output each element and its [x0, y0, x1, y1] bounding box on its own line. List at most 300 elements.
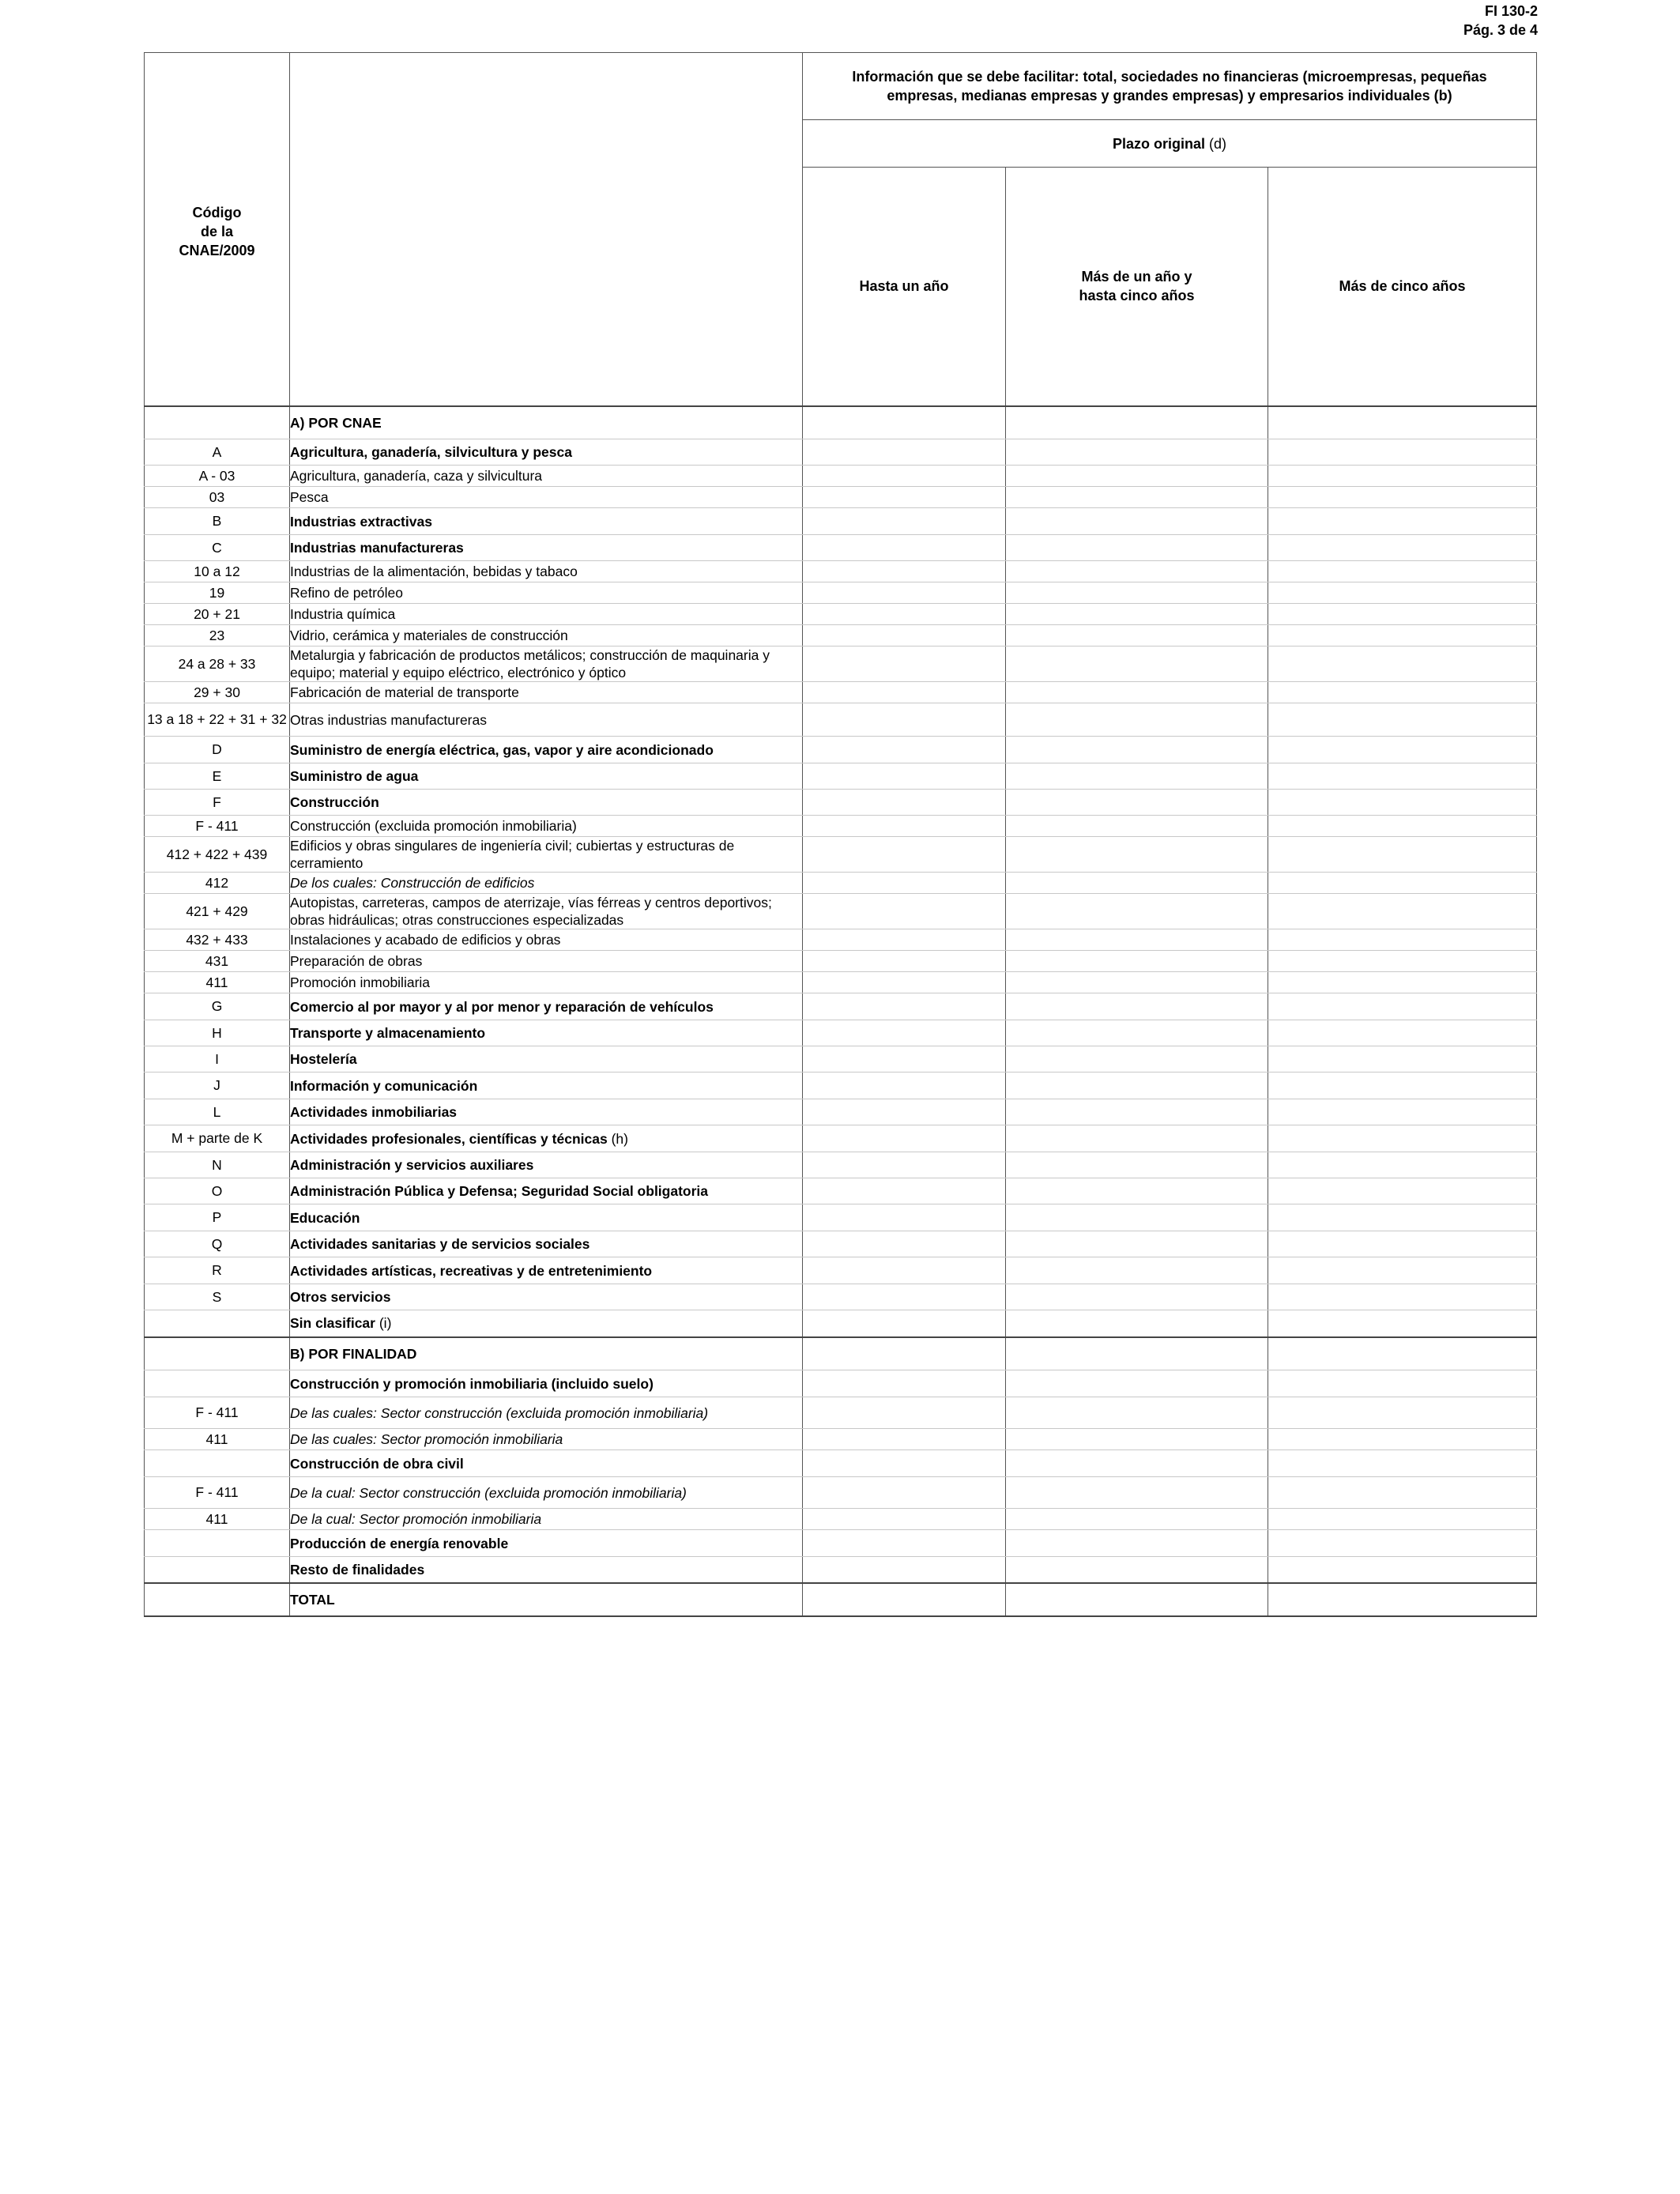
value-cell-term3[interactable]	[1268, 561, 1537, 582]
value-cell-term3[interactable]	[1268, 1337, 1537, 1370]
value-cell-term2[interactable]	[1006, 1557, 1268, 1583]
term3-header	[1268, 168, 1537, 406]
row-label: Sin clasificar	[290, 1315, 375, 1332]
row-code: F - 411	[145, 1397, 290, 1429]
table-row	[145, 1020, 1537, 1046]
value-cell-term3[interactable]	[1268, 1204, 1537, 1231]
row-description	[290, 439, 803, 466]
value-cell-term1[interactable]	[803, 582, 1006, 604]
row-code: A	[145, 439, 290, 466]
value-cell-term1[interactable]	[803, 929, 1006, 951]
value-cell-term3[interactable]	[1268, 487, 1537, 508]
value-cell-term1[interactable]	[803, 1099, 1006, 1125]
row-label: De las cuales: Sector construcción (excluida promoción inmobiliaria)	[290, 1404, 709, 1421]
row-label: Vidrio, cerámica y materiales de construcción	[290, 628, 568, 643]
table-row	[145, 1125, 1537, 1152]
value-cell-term1[interactable]	[803, 466, 1006, 487]
value-cell-term1[interactable]	[803, 837, 1006, 873]
row-description	[290, 951, 803, 972]
row-description	[290, 1046, 803, 1072]
value-cell-term1[interactable]	[803, 1557, 1006, 1583]
value-cell-term3[interactable]	[1268, 406, 1537, 439]
table-row	[145, 929, 1537, 951]
row-code: F	[145, 790, 290, 816]
value-cell-term3[interactable]	[1268, 951, 1537, 972]
value-cell-term1[interactable]	[803, 1178, 1006, 1204]
value-cell-term1[interactable]	[803, 703, 1006, 737]
table-header	[145, 53, 1537, 406]
table-row	[145, 790, 1537, 816]
value-cell-term2[interactable]	[1006, 951, 1268, 972]
value-cell-term1[interactable]	[803, 625, 1006, 647]
value-cell-term3[interactable]	[1268, 1450, 1537, 1477]
value-cell-term3[interactable]	[1268, 466, 1537, 487]
row-description	[290, 535, 803, 561]
value-cell-term3[interactable]	[1268, 1020, 1537, 1046]
value-cell-term1[interactable]	[803, 1477, 1006, 1509]
value-cell-term3[interactable]	[1268, 703, 1537, 737]
value-cell-term2[interactable]	[1006, 508, 1268, 535]
table-row	[145, 703, 1537, 737]
row-label: Comercio al por mayor y al por menor y reparación de vehículos	[290, 998, 714, 1015]
value-cell-term2[interactable]	[1006, 1397, 1268, 1429]
row-label: Autopistas, carreteras, campos de aterrizaje, vías férreas y centros deportivos; obras hidráulicas; otras construcciones especializadas	[290, 895, 772, 928]
row-description	[290, 1450, 803, 1477]
code-column-label: Código de la CNAE/2009	[179, 204, 255, 258]
row-code	[145, 1450, 290, 1477]
value-cell-term2[interactable]	[1006, 487, 1268, 508]
table-row	[145, 1509, 1537, 1530]
value-cell-term1[interactable]	[803, 1020, 1006, 1046]
table-row	[145, 1257, 1537, 1284]
value-cell-term3[interactable]	[1268, 1370, 1537, 1397]
row-description	[290, 582, 803, 604]
value-cell-term2[interactable]	[1006, 1125, 1268, 1152]
value-cell-term2[interactable]	[1006, 1204, 1268, 1231]
value-cell-term3[interactable]	[1268, 972, 1537, 993]
table-row	[145, 1231, 1537, 1257]
row-description	[290, 561, 803, 582]
row-description	[290, 1231, 803, 1257]
plazo-label: Plazo original	[1112, 135, 1206, 152]
row-description	[290, 894, 803, 929]
value-cell-term2[interactable]	[1006, 972, 1268, 993]
value-cell-term1[interactable]	[803, 873, 1006, 894]
row-description	[290, 1125, 803, 1152]
table-row	[145, 508, 1537, 535]
row-description	[290, 508, 803, 535]
row-description	[290, 1152, 803, 1178]
row-code: J	[145, 1072, 290, 1099]
row-description	[290, 1178, 803, 1204]
value-cell-term2[interactable]	[1006, 1477, 1268, 1509]
table-row	[145, 1099, 1537, 1125]
value-cell-term3[interactable]	[1268, 1231, 1537, 1257]
row-label: Actividades artísticas, recreativas y de entretenimiento	[290, 1262, 653, 1279]
row-description	[290, 604, 803, 625]
row-code: 432 + 433	[145, 929, 290, 951]
row-label: Construcción de obra civil	[290, 1455, 464, 1472]
table-row	[145, 1477, 1537, 1509]
value-cell-term1[interactable]	[803, 508, 1006, 535]
row-description	[290, 1337, 803, 1370]
table-row	[145, 1284, 1537, 1310]
table-row	[145, 1397, 1537, 1429]
code-column-header	[145, 53, 290, 406]
value-cell-term3[interactable]	[1268, 625, 1537, 647]
row-code: 431	[145, 951, 290, 972]
value-cell-term1[interactable]	[803, 535, 1006, 561]
table-row	[145, 1337, 1537, 1370]
value-cell-term1[interactable]	[803, 1284, 1006, 1310]
row-code: 421 + 429	[145, 894, 290, 929]
value-cell-term2[interactable]	[1006, 1370, 1268, 1397]
info-header	[803, 53, 1537, 120]
value-cell-term3[interactable]	[1268, 1583, 1537, 1616]
value-cell-term1[interactable]	[803, 1310, 1006, 1337]
row-label: Actividades inmobiliarias	[290, 1104, 458, 1120]
value-cell-term3[interactable]	[1268, 1072, 1537, 1099]
value-cell-term3[interactable]	[1268, 873, 1537, 894]
row-label: Industrias de la alimentación, bebidas y tabaco	[290, 564, 578, 579]
row-code: 412	[145, 873, 290, 894]
table-row	[145, 1429, 1537, 1450]
row-description	[290, 703, 803, 737]
row-label: Preparación de obras	[290, 953, 423, 969]
value-cell-term3[interactable]	[1268, 837, 1537, 873]
value-cell-term3[interactable]	[1268, 1310, 1537, 1337]
page-reference	[1463, 2, 1538, 40]
term2-header	[1006, 168, 1268, 406]
value-cell-term3[interactable]	[1268, 604, 1537, 625]
value-cell-term1[interactable]	[803, 1257, 1006, 1284]
value-cell-term1[interactable]	[803, 1204, 1006, 1231]
row-description	[290, 1020, 803, 1046]
value-cell-term2[interactable]	[1006, 703, 1268, 737]
description-column-header	[290, 53, 803, 406]
table-row	[145, 682, 1537, 703]
row-label: Otras industrias manufactureras	[290, 711, 487, 728]
value-cell-term2[interactable]	[1006, 763, 1268, 790]
value-cell-term1[interactable]	[803, 951, 1006, 972]
table-row	[145, 1557, 1537, 1583]
value-cell-term2[interactable]	[1006, 837, 1268, 873]
row-code: 10 a 12	[145, 561, 290, 582]
value-cell-term2[interactable]	[1006, 1310, 1268, 1337]
row-label: De las cuales: Sector promoción inmobiliaria	[290, 1431, 563, 1447]
row-code: 411	[145, 1509, 290, 1530]
table-row	[145, 993, 1537, 1020]
value-cell-term1[interactable]	[803, 972, 1006, 993]
value-cell-term2[interactable]	[1006, 894, 1268, 929]
value-cell-term2[interactable]	[1006, 1337, 1268, 1370]
row-label: Actividades sanitarias y de servicios sociales	[290, 1236, 590, 1252]
row-label: Construcción (excluida promoción inmobiliaria)	[290, 818, 577, 834]
row-description	[290, 1530, 803, 1557]
info-header-text: Información que se debe facilitar: total, sociedades no financieras (microempresas, pequeñas empresas, medianas empresas y grandes empresas) y empresarios individuales (b)	[852, 69, 1487, 104]
row-label: TOTAL	[290, 1591, 335, 1608]
value-cell-term3[interactable]	[1268, 1509, 1537, 1530]
value-cell-term2[interactable]	[1006, 582, 1268, 604]
row-description	[290, 972, 803, 993]
value-cell-term3[interactable]	[1268, 993, 1537, 1020]
value-cell-term3[interactable]	[1268, 1178, 1537, 1204]
table-row	[145, 1072, 1537, 1099]
row-code: 23	[145, 625, 290, 647]
table-row	[145, 561, 1537, 582]
value-cell-term1[interactable]	[803, 439, 1006, 466]
row-label: Información y comunicación	[290, 1077, 478, 1094]
row-description	[290, 816, 803, 837]
value-cell-term2[interactable]	[1006, 873, 1268, 894]
row-description	[290, 1583, 803, 1616]
row-code	[145, 1583, 290, 1616]
value-cell-term2[interactable]	[1006, 737, 1268, 763]
row-code: D	[145, 737, 290, 763]
row-description	[290, 790, 803, 816]
row-description	[290, 993, 803, 1020]
row-code: P	[145, 1204, 290, 1231]
value-cell-term2[interactable]	[1006, 1072, 1268, 1099]
value-cell-term1[interactable]	[803, 993, 1006, 1020]
value-cell-term2[interactable]	[1006, 1231, 1268, 1257]
value-cell-term2[interactable]	[1006, 1178, 1268, 1204]
table-row	[145, 466, 1537, 487]
row-label: Construcción	[290, 794, 379, 810]
row-code: 412 + 422 + 439	[145, 837, 290, 873]
value-cell-term3[interactable]	[1268, 1284, 1537, 1310]
value-cell-term3[interactable]	[1268, 1125, 1537, 1152]
value-cell-term3[interactable]	[1268, 894, 1537, 929]
row-code: 13 a 18 + 22 + 31 + 32	[145, 703, 290, 737]
value-cell-term2[interactable]	[1006, 993, 1268, 1020]
row-description	[290, 1310, 803, 1337]
row-label: Administración y servicios auxiliares	[290, 1157, 534, 1173]
row-code: B	[145, 508, 290, 535]
table-row	[145, 972, 1537, 993]
page-number: Pág. 3 de 4	[1463, 22, 1538, 38]
row-description	[290, 1257, 803, 1284]
table-body	[145, 406, 1537, 1616]
value-cell-term2[interactable]	[1006, 604, 1268, 625]
table-row	[145, 763, 1537, 790]
value-cell-term3[interactable]	[1268, 1046, 1537, 1072]
value-cell-term1[interactable]	[803, 1429, 1006, 1450]
value-cell-term2[interactable]	[1006, 1450, 1268, 1477]
row-code: H	[145, 1020, 290, 1046]
row-description	[290, 1284, 803, 1310]
value-cell-term2[interactable]	[1006, 1583, 1268, 1616]
value-cell-term1[interactable]	[803, 487, 1006, 508]
value-cell-term1[interactable]	[803, 1231, 1006, 1257]
table-row	[145, 1583, 1537, 1616]
row-description	[290, 1072, 803, 1099]
value-cell-term1[interactable]	[803, 604, 1006, 625]
value-cell-term2[interactable]	[1006, 535, 1268, 561]
row-code: A - 03	[145, 466, 290, 487]
table-row	[145, 1370, 1537, 1397]
row-code: M + parte de K	[145, 1125, 290, 1152]
value-cell-term3[interactable]	[1268, 816, 1537, 837]
value-cell-term2[interactable]	[1006, 816, 1268, 837]
value-cell-term3[interactable]	[1268, 439, 1537, 466]
value-cell-term3[interactable]	[1268, 1530, 1537, 1557]
row-description	[290, 873, 803, 894]
row-label: Suministro de energía eléctrica, gas, vapor y aire acondicionado	[290, 741, 714, 758]
row-code: 03	[145, 487, 290, 508]
value-cell-term2[interactable]	[1006, 625, 1268, 647]
value-cell-term1[interactable]	[803, 1509, 1006, 1530]
table-row	[145, 816, 1537, 837]
value-cell-term1[interactable]	[803, 1530, 1006, 1557]
row-label: Hostelería	[290, 1051, 357, 1067]
table-row	[145, 837, 1537, 873]
row-label: A) POR CNAE	[290, 414, 382, 431]
term1-header	[803, 168, 1006, 406]
value-cell-term3[interactable]	[1268, 763, 1537, 790]
term2-label: Más de un año y hasta cinco años	[1079, 269, 1195, 304]
value-cell-term1[interactable]	[803, 561, 1006, 582]
row-label: Promoción inmobiliaria	[290, 974, 431, 990]
row-label: Fabricación de material de transporte	[290, 684, 519, 700]
row-label: Instalaciones y acabado de edificios y obras	[290, 932, 561, 948]
value-cell-term3[interactable]	[1268, 682, 1537, 703]
value-cell-term3[interactable]	[1268, 1557, 1537, 1583]
row-note: (h)	[611, 1130, 628, 1147]
row-description	[290, 763, 803, 790]
value-cell-term2[interactable]	[1006, 1046, 1268, 1072]
row-code	[145, 1530, 290, 1557]
value-cell-term3[interactable]	[1268, 508, 1537, 535]
row-label: Actividades profesionales, científicas y técnicas	[290, 1130, 608, 1147]
row-label: De la cual: Sector construcción (excluida promoción inmobiliaria)	[290, 1484, 687, 1501]
value-cell-term3[interactable]	[1268, 582, 1537, 604]
value-cell-term1[interactable]	[803, 816, 1006, 837]
row-description	[290, 406, 803, 439]
value-cell-term2[interactable]	[1006, 406, 1268, 439]
value-cell-term1[interactable]	[803, 1072, 1006, 1099]
row-description	[290, 837, 803, 873]
table-row	[145, 406, 1537, 439]
value-cell-term3[interactable]	[1268, 1429, 1537, 1450]
table-row	[145, 439, 1537, 466]
row-description	[290, 647, 803, 682]
row-description	[290, 682, 803, 703]
table-row	[145, 1204, 1537, 1231]
value-cell-term3[interactable]	[1268, 1152, 1537, 1178]
table-row	[145, 1178, 1537, 1204]
value-cell-term3[interactable]	[1268, 790, 1537, 816]
table-row	[145, 1152, 1537, 1178]
plazo-note: (d)	[1209, 135, 1227, 152]
value-cell-term3[interactable]	[1268, 1099, 1537, 1125]
plazo-header	[803, 120, 1537, 168]
row-code	[145, 406, 290, 439]
table-row	[145, 625, 1537, 647]
row-code: R	[145, 1257, 290, 1284]
row-code: C	[145, 535, 290, 561]
table-row	[145, 1310, 1537, 1337]
row-code	[145, 1337, 290, 1370]
value-cell-term1[interactable]	[803, 1337, 1006, 1370]
row-code: 24 a 28 + 33	[145, 647, 290, 682]
value-cell-term3[interactable]	[1268, 1397, 1537, 1429]
row-label: Administración Pública y Defensa; Seguridad Social obligatoria	[290, 1183, 709, 1199]
value-cell-term1[interactable]	[803, 790, 1006, 816]
value-cell-term1[interactable]	[803, 763, 1006, 790]
form-id: FI 130-2	[1484, 3, 1538, 19]
row-description	[290, 1099, 803, 1125]
value-cell-term1[interactable]	[803, 1125, 1006, 1152]
table-row	[145, 873, 1537, 894]
value-cell-term2[interactable]	[1006, 929, 1268, 951]
value-cell-term1[interactable]	[803, 647, 1006, 682]
row-code	[145, 1557, 290, 1583]
row-label: Industria química	[290, 606, 396, 622]
row-description	[290, 1429, 803, 1450]
value-cell-term3[interactable]	[1268, 1257, 1537, 1284]
value-cell-term1[interactable]	[803, 1583, 1006, 1616]
value-cell-term2[interactable]	[1006, 1257, 1268, 1284]
value-cell-term3[interactable]	[1268, 1477, 1537, 1509]
value-cell-term3[interactable]	[1268, 737, 1537, 763]
value-cell-term1[interactable]	[803, 1046, 1006, 1072]
value-cell-term2[interactable]	[1006, 1429, 1268, 1450]
row-code: 20 + 21	[145, 604, 290, 625]
value-cell-term1[interactable]	[803, 406, 1006, 439]
row-label: Construcción y promoción inmobiliaria (incluido suelo)	[290, 1375, 654, 1392]
value-cell-term2[interactable]	[1006, 790, 1268, 816]
row-label: De la cual: Sector promoción inmobiliaria	[290, 1511, 542, 1527]
row-label: Industrias manufactureras	[290, 540, 464, 556]
value-cell-term2[interactable]	[1006, 561, 1268, 582]
value-cell-term2[interactable]	[1006, 1020, 1268, 1046]
value-cell-term3[interactable]	[1268, 929, 1537, 951]
value-cell-term1[interactable]	[803, 894, 1006, 929]
value-cell-term1[interactable]	[803, 1370, 1006, 1397]
value-cell-term2[interactable]	[1006, 1099, 1268, 1125]
value-cell-term2[interactable]	[1006, 1530, 1268, 1557]
value-cell-term2[interactable]	[1006, 439, 1268, 466]
table-row	[145, 1530, 1537, 1557]
row-label: Producción de energía renovable	[290, 1535, 509, 1551]
value-cell-term1[interactable]	[803, 737, 1006, 763]
value-cell-term2[interactable]	[1006, 1152, 1268, 1178]
value-cell-term2[interactable]	[1006, 647, 1268, 682]
value-cell-term1[interactable]	[803, 1450, 1006, 1477]
table-row	[145, 487, 1537, 508]
value-cell-term2[interactable]	[1006, 1284, 1268, 1310]
value-cell-term1[interactable]	[803, 1152, 1006, 1178]
row-label: Educación	[290, 1209, 360, 1226]
row-label: Edificios y obras singulares de ingeniería civil; cubiertas y estructuras de cerramiento	[290, 838, 735, 871]
row-code: F - 411	[145, 816, 290, 837]
value-cell-term2[interactable]	[1006, 682, 1268, 703]
row-label: Transporte y almacenamiento	[290, 1025, 486, 1041]
table-row	[145, 1450, 1537, 1477]
row-code	[145, 1370, 290, 1397]
report-table	[144, 52, 1537, 1617]
value-cell-term2[interactable]	[1006, 1509, 1268, 1530]
row-label: Industrias extractivas	[290, 513, 432, 530]
value-cell-term3[interactable]	[1268, 535, 1537, 561]
value-cell-term1[interactable]	[803, 682, 1006, 703]
value-cell-term2[interactable]	[1006, 466, 1268, 487]
row-code: 29 + 30	[145, 682, 290, 703]
value-cell-term3[interactable]	[1268, 647, 1537, 682]
row-label: Otros servicios	[290, 1289, 391, 1305]
value-cell-term1[interactable]	[803, 1397, 1006, 1429]
